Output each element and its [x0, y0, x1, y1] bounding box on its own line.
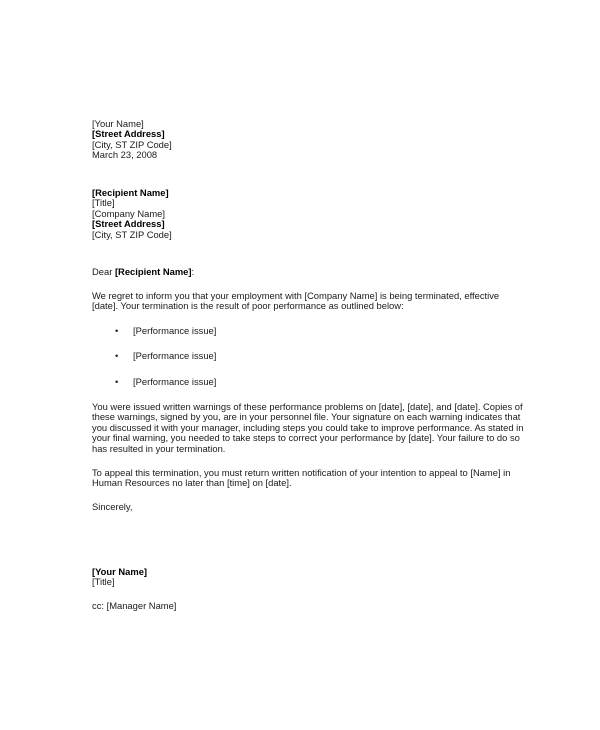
recipient-street: [Street Address] — [92, 218, 165, 230]
paragraph-line: You were issued written warnings of these performance problems on [date], [date], and [date]. Copies of — [92, 401, 523, 412]
salutation-prefix: Dear — [92, 266, 115, 277]
paragraph-line: [date]. Your termination is the result of poor performance as outlined below: — [92, 300, 404, 312]
paragraph-line: To appeal this termination, you must return written notification of your intention to appeal to [Name] in — [92, 467, 511, 478]
paragraph-2 — [92, 402, 523, 454]
paragraph-3 — [92, 468, 510, 489]
signature-name: [Your Name] — [92, 566, 148, 577]
closing: Sincerely, — [92, 501, 133, 512]
salutation-suffix: : — [191, 266, 195, 277]
list-item: [Performance issue] — [133, 376, 217, 387]
bullet-icon: • — [115, 325, 119, 336]
recipient-city: [City, ST ZIP Code] — [92, 228, 172, 240]
sender-street: [Street Address] — [92, 128, 165, 140]
paragraph-line: has resulted in your termination. — [92, 442, 226, 454]
recipient-name: [Recipient Name] — [92, 187, 169, 198]
salutation — [92, 267, 194, 277]
list-item: [Performance issue] — [133, 350, 217, 361]
recipient-block — [92, 188, 172, 240]
cc-line: cc: [Manager Name] — [92, 600, 177, 611]
signature-title: [Title] — [92, 576, 115, 588]
list-item: [Performance issue] — [133, 325, 217, 336]
paragraph-line: Human Resources no later than [time] on [date]. — [92, 477, 292, 489]
paragraph-line: these warnings, signed by you, are in your personnel file. Your signature on each warning indicates that — [92, 411, 521, 423]
letter-date: March 23, 2008 — [92, 149, 158, 161]
paragraph-line: your final warning, you needed to take steps to correct your performance by [date]. Your failure to do so — [92, 432, 520, 444]
paragraph-1 — [92, 291, 499, 312]
paragraph-line: We regret to inform you that your employment with [Company Name] is being terminated, effective — [92, 290, 500, 301]
signature-block — [92, 567, 147, 588]
salutation-name: [Recipient Name] — [114, 266, 192, 277]
sender-city: [City, ST ZIP Code] — [92, 138, 172, 150]
paragraph-line: you discussed it with your manager, including steps you could take to improve performance. As stated in — [92, 421, 524, 433]
bullet-icon: • — [115, 350, 119, 361]
recipient-company: [Company Name] — [92, 207, 165, 219]
bullet-icon: • — [115, 376, 119, 387]
recipient-title: [Title] — [92, 197, 115, 209]
sender-block — [92, 119, 172, 161]
sender-name: [Your Name] — [92, 118, 144, 129]
